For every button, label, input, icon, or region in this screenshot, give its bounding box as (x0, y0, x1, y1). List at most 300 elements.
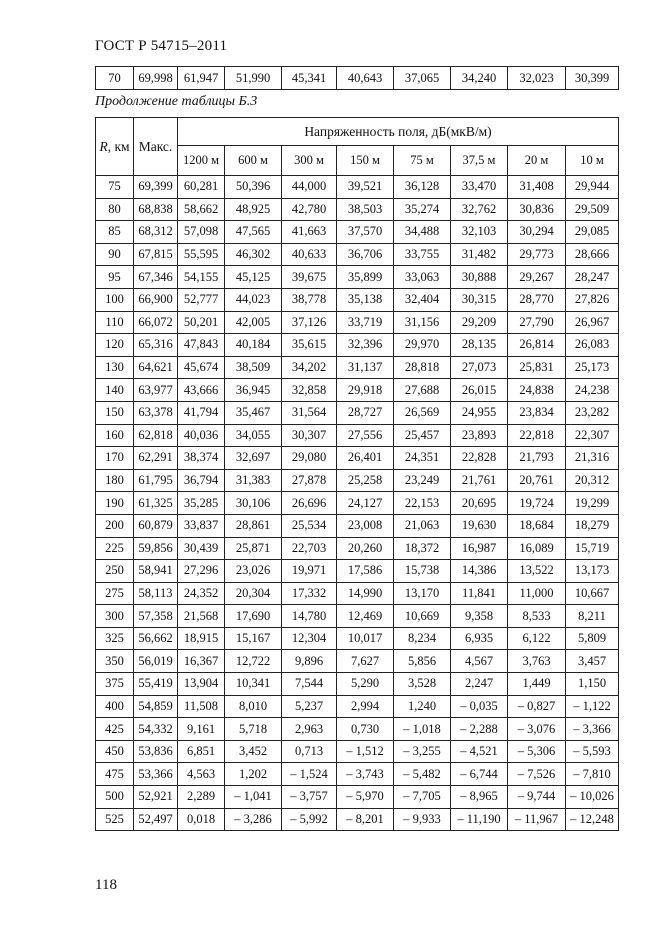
table-cell: 21,316 (566, 447, 619, 470)
table-cell: 190 (96, 492, 134, 515)
table-cell: 35,615 (282, 334, 337, 357)
table-cell: 30,399 (566, 67, 619, 90)
table-cell: 25,871 (225, 537, 282, 560)
table-cell: 68,838 (134, 198, 178, 221)
table-row (96, 514, 619, 537)
table-cell: 25,831 (508, 356, 566, 379)
table-cell: 27,556 (337, 424, 394, 447)
table-cell: 69,399 (134, 176, 178, 199)
table-row (96, 356, 619, 379)
table-cell: 300 (96, 605, 134, 628)
table-cell: 31,564 (282, 401, 337, 424)
table-cell: – 3,286 (225, 808, 282, 831)
table-cell: 29,080 (282, 447, 337, 470)
table-cell: 15,738 (394, 560, 451, 583)
table-cell: 20,260 (337, 537, 394, 560)
table-cell: 30,888 (451, 266, 508, 289)
table-cell: 23,893 (451, 424, 508, 447)
table-cell: 28,770 (508, 288, 566, 311)
table-cell: 27,688 (394, 379, 451, 402)
table-cell: 70 (96, 67, 134, 90)
table-cell: 33,755 (394, 243, 451, 266)
table-cell: 23,834 (508, 401, 566, 424)
table-cell: 18,372 (394, 537, 451, 560)
field-strength-table (95, 117, 619, 831)
table-cell: 75 (96, 176, 134, 199)
table-row (96, 401, 619, 424)
table-cell: 29,773 (508, 243, 566, 266)
table-cell: – 0,035 (451, 695, 508, 718)
table-cell: 61,947 (178, 67, 225, 90)
table-cell: 66,900 (134, 288, 178, 311)
table-cell: 0,713 (282, 740, 337, 763)
table-cell: 45,674 (178, 356, 225, 379)
table-cell: 9,358 (451, 605, 508, 628)
table-cell: 56,019 (134, 650, 178, 673)
table-cell: 29,509 (566, 198, 619, 221)
table-cell: 29,267 (508, 266, 566, 289)
table-cell: 63,378 (134, 401, 178, 424)
table-cell: 95 (96, 266, 134, 289)
table-cell: 500 (96, 786, 134, 809)
table-cell: 25,457 (394, 424, 451, 447)
column-header-height: 1200 м (178, 146, 225, 176)
table-cell: 27,073 (451, 356, 508, 379)
table-cell: 2,289 (178, 786, 225, 809)
table-cell: 60,879 (134, 514, 178, 537)
table-cell: 225 (96, 537, 134, 560)
table-cell: – 12,248 (566, 808, 619, 831)
table-cell: – 1,512 (337, 740, 394, 763)
column-header-distance: R, км (96, 118, 134, 176)
table-cell: 15,719 (566, 537, 619, 560)
table-cell: 30,294 (508, 221, 566, 244)
table-cell: 13,904 (178, 673, 225, 696)
column-header-height: 37,5 м (451, 146, 508, 176)
table-cell: 0,730 (337, 718, 394, 741)
table-row (96, 311, 619, 334)
table-cell: 12,722 (225, 650, 282, 673)
table-cell: – 3,757 (282, 786, 337, 809)
table-cell: 22,153 (394, 492, 451, 515)
column-header-height: 600 м (225, 146, 282, 176)
table-cell: 29,085 (566, 221, 619, 244)
table-cell: 27,790 (508, 311, 566, 334)
document-header: ГОСТ Р 54715–2011 (95, 38, 228, 54)
table-cell: – 10,026 (566, 786, 619, 809)
table-row (96, 198, 619, 221)
table-cell: 55,419 (134, 673, 178, 696)
table-cell: 24,955 (451, 401, 508, 424)
table-cell: – 4,521 (451, 740, 508, 763)
table-cell: 475 (96, 763, 134, 786)
table-cell: 4,563 (178, 763, 225, 786)
table-cell: 17,332 (282, 582, 337, 605)
table-cell: 33,063 (394, 266, 451, 289)
table-cell: 325 (96, 627, 134, 650)
table-cell: 41,663 (282, 221, 337, 244)
table-cell: 5,718 (225, 718, 282, 741)
table-cell: 52,777 (178, 288, 225, 311)
table-cell: 39,675 (282, 266, 337, 289)
table-cell: 12,469 (337, 605, 394, 628)
table-cell: 41,794 (178, 401, 225, 424)
table-row (96, 740, 619, 763)
table-row (96, 537, 619, 560)
table-cell: 16,987 (451, 537, 508, 560)
table-cell: 20,312 (566, 469, 619, 492)
table-cell: 275 (96, 582, 134, 605)
table-cell: 160 (96, 424, 134, 447)
table-cell: 7,627 (337, 650, 394, 673)
table-cell: 66,072 (134, 311, 178, 334)
table-row (96, 718, 619, 741)
table-cell: 10,341 (225, 673, 282, 696)
table-cell: 8,234 (394, 627, 451, 650)
table-cell: 68,312 (134, 221, 178, 244)
table-cell: 36,128 (394, 176, 451, 199)
table-cell: 20,304 (225, 582, 282, 605)
table-cell: 25,258 (337, 469, 394, 492)
table-cell: 43,666 (178, 379, 225, 402)
table-cell: 120 (96, 334, 134, 357)
table-cell: – 3,076 (508, 718, 566, 741)
table-cell: 1,449 (508, 673, 566, 696)
table-cell: 5,856 (394, 650, 451, 673)
table-cell: 35,138 (337, 288, 394, 311)
table-cell: 23,008 (337, 514, 394, 537)
table-cell: 37,126 (282, 311, 337, 334)
table-cell: 1,240 (394, 695, 451, 718)
table-cell: 6,935 (451, 627, 508, 650)
table-cell: – 3,366 (566, 718, 619, 741)
table-cell: 10,667 (566, 582, 619, 605)
table-cell: 35,274 (394, 198, 451, 221)
table-cell: 29,944 (566, 176, 619, 199)
table-cell: 80 (96, 198, 134, 221)
table-cell: – 1,041 (225, 786, 282, 809)
table-cell: 26,569 (394, 401, 451, 424)
table-cell: – 3,255 (394, 740, 451, 763)
table-cell: 170 (96, 447, 134, 470)
table-cell: 525 (96, 808, 134, 831)
table-cell: 27,296 (178, 560, 225, 583)
table-cell: 33,719 (337, 311, 394, 334)
table-cell: 37,570 (337, 221, 394, 244)
table-cell: 16,089 (508, 537, 566, 560)
table-cell: – 9,744 (508, 786, 566, 809)
table-row (96, 763, 619, 786)
table-cell: 31,482 (451, 243, 508, 266)
table-cell: 42,780 (282, 198, 337, 221)
table-cell: 5,290 (337, 673, 394, 696)
table-row (96, 221, 619, 244)
table-cell: 3,452 (225, 740, 282, 763)
table-cell: 36,794 (178, 469, 225, 492)
table-cell: 2,994 (337, 695, 394, 718)
table-cell: 34,240 (451, 67, 508, 90)
page-number: 118 (95, 877, 117, 893)
table-row (96, 605, 619, 628)
previous-table-row (95, 66, 619, 90)
table-cell: 31,137 (337, 356, 394, 379)
table-cell: 67,346 (134, 266, 178, 289)
table-cell: – 3,743 (337, 763, 394, 786)
table-row (96, 560, 619, 583)
table-cell: 30,315 (451, 288, 508, 311)
table-cell: 35,285 (178, 492, 225, 515)
table-cell: 34,488 (394, 221, 451, 244)
column-header-height: 10 м (566, 146, 619, 176)
table-cell: 20,695 (451, 492, 508, 515)
table-cell: 200 (96, 514, 134, 537)
table-cell: 90 (96, 243, 134, 266)
column-header-max: Макс. (134, 118, 178, 176)
table-cell: – 8,201 (337, 808, 394, 831)
table-cell: 40,643 (337, 67, 394, 90)
table-cell: 34,055 (225, 424, 282, 447)
table-cell: 24,352 (178, 582, 225, 605)
table-cell: 26,967 (566, 311, 619, 334)
table-row (96, 67, 619, 90)
table-cell: – 7,526 (508, 763, 566, 786)
table-cell: 32,762 (451, 198, 508, 221)
table-cell: 26,814 (508, 334, 566, 357)
table-cell: 22,828 (451, 447, 508, 470)
table-row (96, 243, 619, 266)
table-cell: 13,173 (566, 560, 619, 583)
table-cell: 2,963 (282, 718, 337, 741)
table-cell: 29,918 (337, 379, 394, 402)
table-cell: 56,662 (134, 627, 178, 650)
table-cell: 30,307 (282, 424, 337, 447)
table-cell: 8,010 (225, 695, 282, 718)
table-cell: 250 (96, 560, 134, 583)
table-cell: 62,291 (134, 447, 178, 470)
table-cell: 5,237 (282, 695, 337, 718)
table-cell: 26,015 (451, 379, 508, 402)
table-cell: 180 (96, 469, 134, 492)
table-cell: 28,861 (225, 514, 282, 537)
table-cell: 350 (96, 650, 134, 673)
table-cell: 85 (96, 221, 134, 244)
table-cell: 22,703 (282, 537, 337, 560)
table-continuation-label: Продолжение таблицы Б.3 (95, 94, 258, 109)
table-row (96, 334, 619, 357)
table-row (96, 424, 619, 447)
table-cell: 32,023 (508, 67, 566, 90)
table-cell: 51,990 (225, 67, 282, 90)
table-cell: 38,503 (337, 198, 394, 221)
table-cell: 26,696 (282, 492, 337, 515)
table-cell: 18,915 (178, 627, 225, 650)
table-cell: 14,780 (282, 605, 337, 628)
table-cell: 61,795 (134, 469, 178, 492)
table-cell: 21,063 (394, 514, 451, 537)
table-cell: 60,281 (178, 176, 225, 199)
table-cell: 400 (96, 695, 134, 718)
table-cell: 31,156 (394, 311, 451, 334)
table-cell: 23,026 (225, 560, 282, 583)
table-cell: 53,366 (134, 763, 178, 786)
table-cell: 21,568 (178, 605, 225, 628)
table-cell: – 5,970 (337, 786, 394, 809)
table-cell: 24,838 (508, 379, 566, 402)
table-cell: 26,083 (566, 334, 619, 357)
table-cell: 55,595 (178, 243, 225, 266)
table-cell: 52,921 (134, 786, 178, 809)
column-header-height: 20 м (508, 146, 566, 176)
table-cell: – 5,992 (282, 808, 337, 831)
table-row (96, 176, 619, 199)
table-cell: 40,036 (178, 424, 225, 447)
table-cell: 38,778 (282, 288, 337, 311)
table-cell: 23,282 (566, 401, 619, 424)
table-row (96, 266, 619, 289)
table-cell: 23,249 (394, 469, 451, 492)
table-cell: 38,509 (225, 356, 282, 379)
table-cell: 37,065 (394, 67, 451, 90)
table-cell: 17,690 (225, 605, 282, 628)
column-header-height: 150 м (337, 146, 394, 176)
table-cell: 35,899 (337, 266, 394, 289)
table-cell: 63,977 (134, 379, 178, 402)
table-row (96, 447, 619, 470)
table-cell: 44,000 (282, 176, 337, 199)
table-cell: 48,925 (225, 198, 282, 221)
table-cell: 9,161 (178, 718, 225, 741)
column-group-header: Напряженность поля, дБ(мкВ/м) (178, 118, 619, 146)
table-cell: 64,621 (134, 356, 178, 379)
table-cell: 21,793 (508, 447, 566, 470)
table-cell: – 9,933 (394, 808, 451, 831)
table-cell: 54,859 (134, 695, 178, 718)
table-cell: – 7,810 (566, 763, 619, 786)
table-cell: 28,135 (451, 334, 508, 357)
table-cell: 44,023 (225, 288, 282, 311)
table-cell: 30,439 (178, 537, 225, 560)
table-cell: 450 (96, 740, 134, 763)
table-cell: 47,843 (178, 334, 225, 357)
table-cell: 35,467 (225, 401, 282, 424)
table-cell: 13,170 (394, 582, 451, 605)
table-cell: 19,971 (282, 560, 337, 583)
table-cell: 5,809 (566, 627, 619, 650)
table-cell: 57,358 (134, 605, 178, 628)
table-cell: 31,383 (225, 469, 282, 492)
table-cell: 40,184 (225, 334, 282, 357)
table-row (96, 469, 619, 492)
table-cell: 19,630 (451, 514, 508, 537)
table-cell: 24,238 (566, 379, 619, 402)
table-cell: 12,304 (282, 627, 337, 650)
table-cell: 18,279 (566, 514, 619, 537)
table-cell: 100 (96, 288, 134, 311)
table-cell: 30,106 (225, 492, 282, 515)
table-cell: 9,896 (282, 650, 337, 673)
table-cell: 27,878 (282, 469, 337, 492)
table-cell: 24,127 (337, 492, 394, 515)
table-cell: 3,528 (394, 673, 451, 696)
table-cell: 18,684 (508, 514, 566, 537)
table-cell: 36,945 (225, 379, 282, 402)
column-header-height: 75 м (394, 146, 451, 176)
table-cell: 0,018 (178, 808, 225, 831)
table-cell: 15,167 (225, 627, 282, 650)
table-row (96, 379, 619, 402)
table-cell: 25,173 (566, 356, 619, 379)
table-cell: 38,374 (178, 447, 225, 470)
table-cell: 28,666 (566, 243, 619, 266)
table-cell: 65,316 (134, 334, 178, 357)
table-cell: 46,302 (225, 243, 282, 266)
table-cell: 32,103 (451, 221, 508, 244)
table-cell: – 8,965 (451, 786, 508, 809)
table-cell: 53,836 (134, 740, 178, 763)
table-cell: 2,247 (451, 673, 508, 696)
table-cell: 36,706 (337, 243, 394, 266)
table-cell: 425 (96, 718, 134, 741)
table-cell: 28,818 (394, 356, 451, 379)
table-cell: 50,396 (225, 176, 282, 199)
table-cell: – 1,018 (394, 718, 451, 741)
table-row (96, 582, 619, 605)
table-cell: 54,155 (178, 266, 225, 289)
table-row (96, 627, 619, 650)
table-cell: 47,565 (225, 221, 282, 244)
table-cell: – 5,482 (394, 763, 451, 786)
table-cell: 20,761 (508, 469, 566, 492)
table-cell: – 5,306 (508, 740, 566, 763)
table-cell: 17,586 (337, 560, 394, 583)
table-cell: 32,697 (225, 447, 282, 470)
table-cell: 45,341 (282, 67, 337, 90)
table-cell: 140 (96, 379, 134, 402)
table-cell: 62,818 (134, 424, 178, 447)
table-cell: 19,724 (508, 492, 566, 515)
table-cell: 27,826 (566, 288, 619, 311)
table-cell: 58,113 (134, 582, 178, 605)
table-row (96, 786, 619, 809)
table-cell: 10,017 (337, 627, 394, 650)
table-cell: – 7,705 (394, 786, 451, 809)
table-cell: 130 (96, 356, 134, 379)
table-cell: 1,202 (225, 763, 282, 786)
table-cell: 8,533 (508, 605, 566, 628)
table-cell: 150 (96, 401, 134, 424)
table-cell: 3,763 (508, 650, 566, 673)
table-cell: 29,970 (394, 334, 451, 357)
table-cell: 3,457 (566, 650, 619, 673)
table-cell: 26,401 (337, 447, 394, 470)
table-cell: 50,201 (178, 311, 225, 334)
table-cell: 33,470 (451, 176, 508, 199)
table-cell: 69,998 (134, 67, 178, 90)
table-cell: 1,150 (566, 673, 619, 696)
table-cell: 29,209 (451, 311, 508, 334)
table-cell: 59,856 (134, 537, 178, 560)
table-cell: 31,408 (508, 176, 566, 199)
table-cell: 13,522 (508, 560, 566, 583)
table-cell: 110 (96, 311, 134, 334)
table-cell: 58,941 (134, 560, 178, 583)
table-cell: 58,662 (178, 198, 225, 221)
table-cell: 32,396 (337, 334, 394, 357)
table-cell: 25,534 (282, 514, 337, 537)
table-cell: 33,837 (178, 514, 225, 537)
table-cell: 6,122 (508, 627, 566, 650)
table-cell: 16,367 (178, 650, 225, 673)
